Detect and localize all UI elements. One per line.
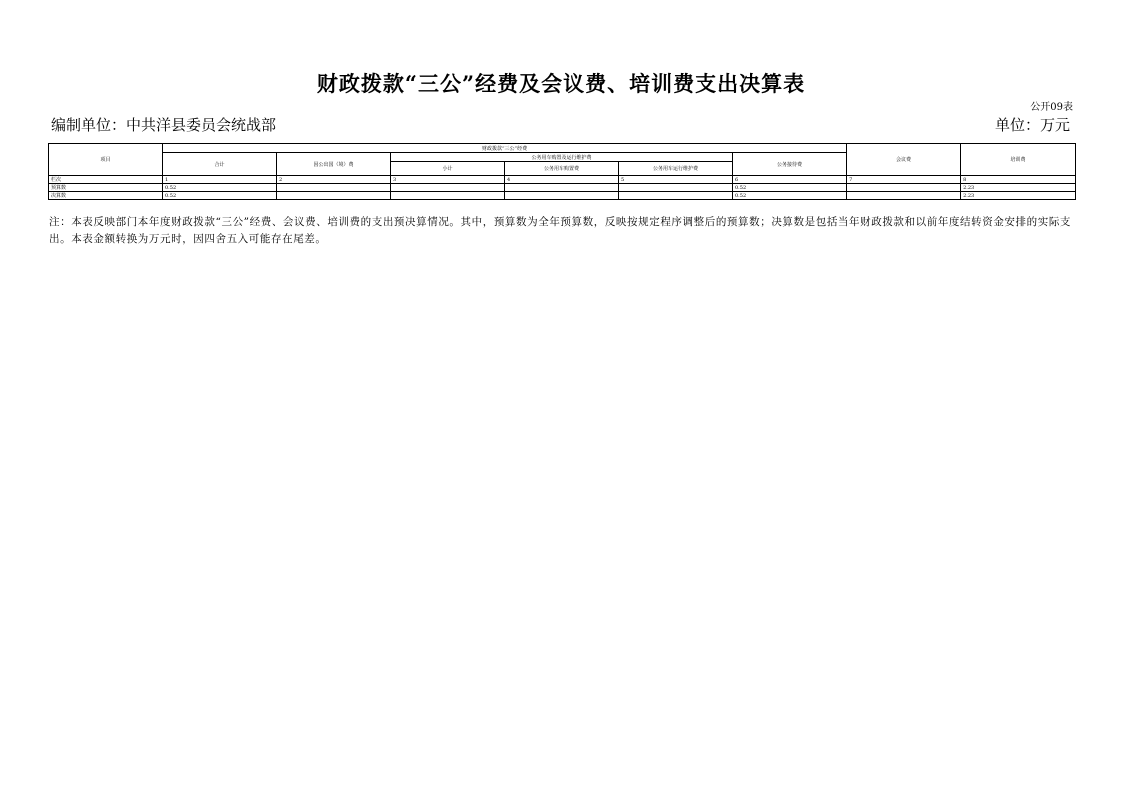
cell: 4 bbox=[505, 176, 619, 184]
cell: 8 bbox=[961, 176, 1076, 184]
cell: 0.52 bbox=[733, 192, 847, 200]
header-reception-fee: 公务接待费 bbox=[733, 153, 847, 176]
cell bbox=[847, 192, 961, 200]
cell bbox=[505, 192, 619, 200]
cell: 2.23 bbox=[961, 184, 1076, 192]
cell bbox=[277, 184, 391, 192]
cell bbox=[277, 192, 391, 200]
header-vehicle-operation: 公务用车运行维护费 bbox=[619, 162, 733, 176]
header-training-fee: 培训费 bbox=[961, 144, 1076, 176]
cell bbox=[391, 192, 505, 200]
table-row bbox=[49, 176, 1076, 184]
header-three-public-group: 财政拨款“三公”经费 bbox=[163, 144, 847, 153]
header-vehicle-purchase: 公务用车购置费 bbox=[505, 162, 619, 176]
cell: 0.52 bbox=[733, 184, 847, 192]
footnote: 注：本表反映部门本年度财政拨款“三公”经费、会议费、培训费的支出预决算情况。其中，预算数为全年预算数，反映按规定程序调整后的预算数；决算数是包括当年财政拨款和以前年度结转资金安排的实际支出。本表金额转换为万元时，因四舍五入可能存在尾差。 bbox=[49, 216, 1072, 245]
currency-unit: 单位：万元 bbox=[994, 116, 1070, 134]
cell bbox=[505, 184, 619, 192]
cell: 0.52 bbox=[163, 192, 277, 200]
cell bbox=[619, 184, 733, 192]
cell bbox=[619, 192, 733, 200]
form-number: 公开09表 bbox=[1030, 102, 1073, 113]
cell bbox=[391, 184, 505, 192]
cell: 2.23 bbox=[961, 192, 1076, 200]
page-title: 财政拨款“三公”经费及会议费、培训费支出决算表 bbox=[316, 71, 806, 96]
cell: 6 bbox=[733, 176, 847, 184]
cell: 2 bbox=[277, 176, 391, 184]
header-abroad-fee: 因公出国（境）费 bbox=[277, 153, 391, 176]
compiling-unit: 编制单位：中共洋县委员会统战部 bbox=[51, 116, 277, 134]
row-label: 栏次 bbox=[49, 176, 163, 184]
header-total: 合计 bbox=[163, 153, 277, 176]
expenditure-table bbox=[48, 143, 1076, 200]
header-vehicle-group: 公务用车购置及运行维护费 bbox=[391, 153, 733, 162]
cell bbox=[847, 184, 961, 192]
cell: 5 bbox=[619, 176, 733, 184]
row-label: 决算数 bbox=[49, 192, 163, 200]
header-item: 项目 bbox=[49, 144, 163, 176]
cell: 7 bbox=[847, 176, 961, 184]
cell: 1 bbox=[163, 176, 277, 184]
cell: 3 bbox=[391, 176, 505, 184]
table-row bbox=[49, 184, 1076, 192]
row-label: 预算数 bbox=[49, 184, 163, 192]
table-row bbox=[49, 192, 1076, 200]
cell: 0.52 bbox=[163, 184, 277, 192]
header-meeting-fee: 会议费 bbox=[847, 144, 961, 176]
header-subtotal: 小计 bbox=[391, 162, 505, 176]
